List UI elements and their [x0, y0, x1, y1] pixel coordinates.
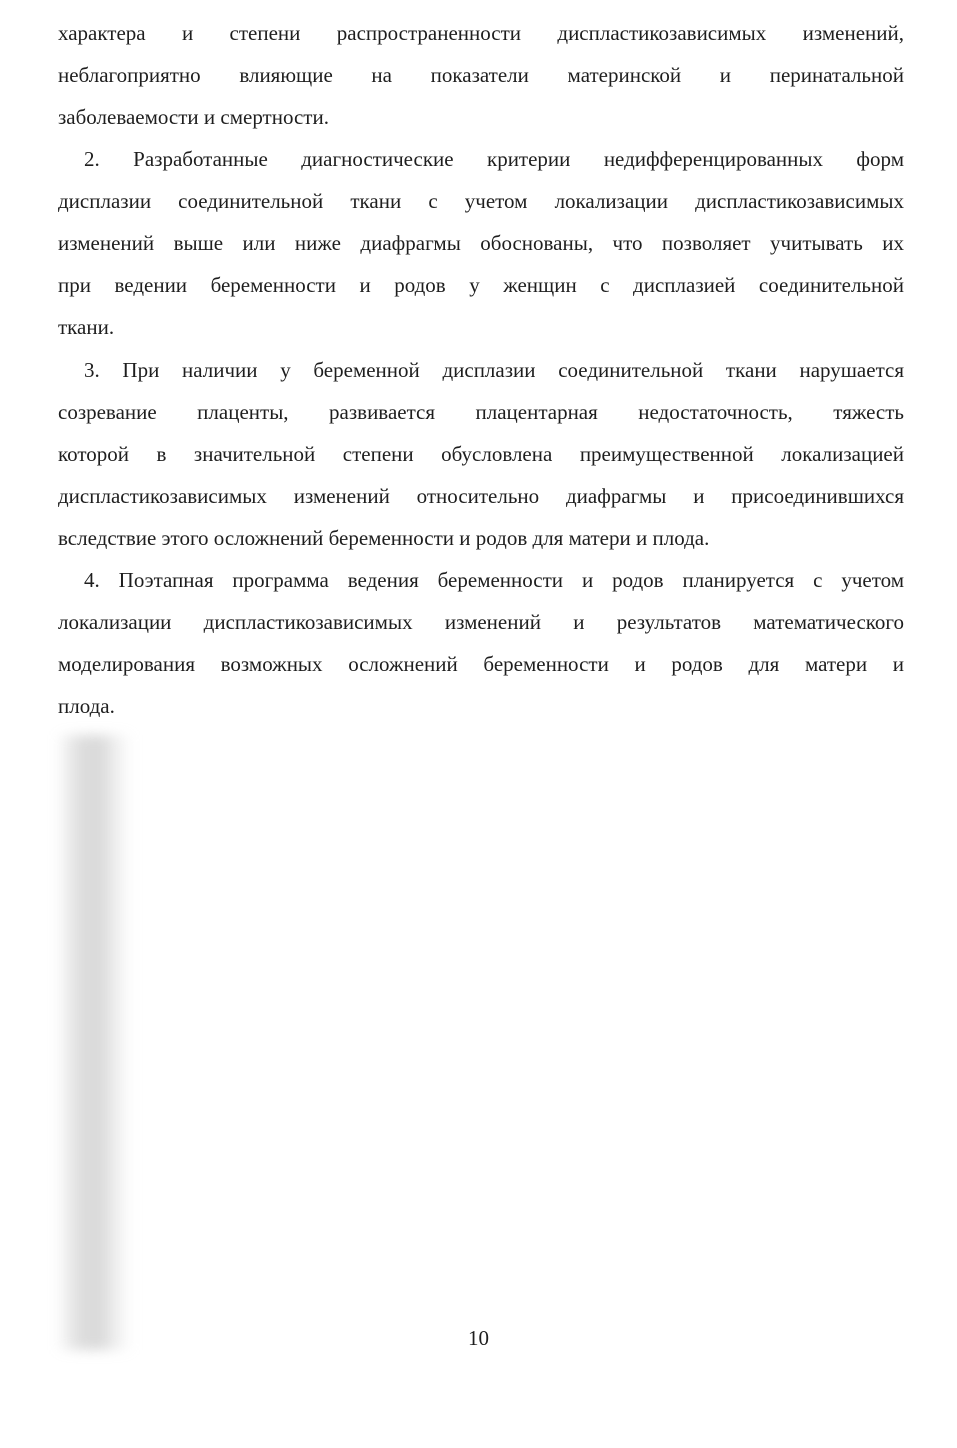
text-line: созревание плаценты, развивается плацентарная недостаточность, тяжесть: [58, 400, 904, 424]
text-line: плода.: [58, 694, 115, 718]
text-line: локализации диспластикозависимых изменений и результатов математического: [58, 610, 904, 634]
paragraph-3-first-line: 3. При наличии у беременной дисплазии соединительной ткани нарушается: [84, 358, 904, 382]
text-line: изменений выше или ниже диафрагмы обоснованы, что позволяет учитывать их: [58, 231, 904, 255]
paragraph-2-first-line: 2. Разработанные диагностические критерии недифференцированных форм: [84, 147, 904, 171]
text-line: заболеваемости и смертности.: [58, 105, 329, 129]
text-line: неблагоприятно влияющие на показатели материнской и перинатальной: [58, 63, 904, 87]
text-line: вследствие этого осложнений беременности и родов для матери и плода.: [58, 526, 710, 550]
text-line: характера и степени распространенности диспластикозависимых изменений,: [58, 21, 904, 45]
paragraph-4-first-line: 4. Поэтапная программа ведения беременности и родов планируется с учетом: [84, 568, 904, 592]
text-line: моделирования возможных осложнений беременности и родов для матери и: [58, 652, 904, 676]
text-line: дисплазии соединительной ткани с учетом локализации диспластикозависимых: [58, 189, 904, 213]
text-line: которой в значительной степени обусловлена преимущественной локализацией: [58, 442, 904, 466]
page-number: 10: [468, 1326, 489, 1350]
scan-binding-shadow: [56, 735, 134, 1350]
text-line: при ведении беременности и родов у женщин с дисплазией соединительной: [58, 273, 904, 297]
text-line: ткани.: [58, 315, 115, 339]
text-line: диспластикозависимых изменений относительно диафрагмы и присоединившихся: [58, 484, 904, 508]
